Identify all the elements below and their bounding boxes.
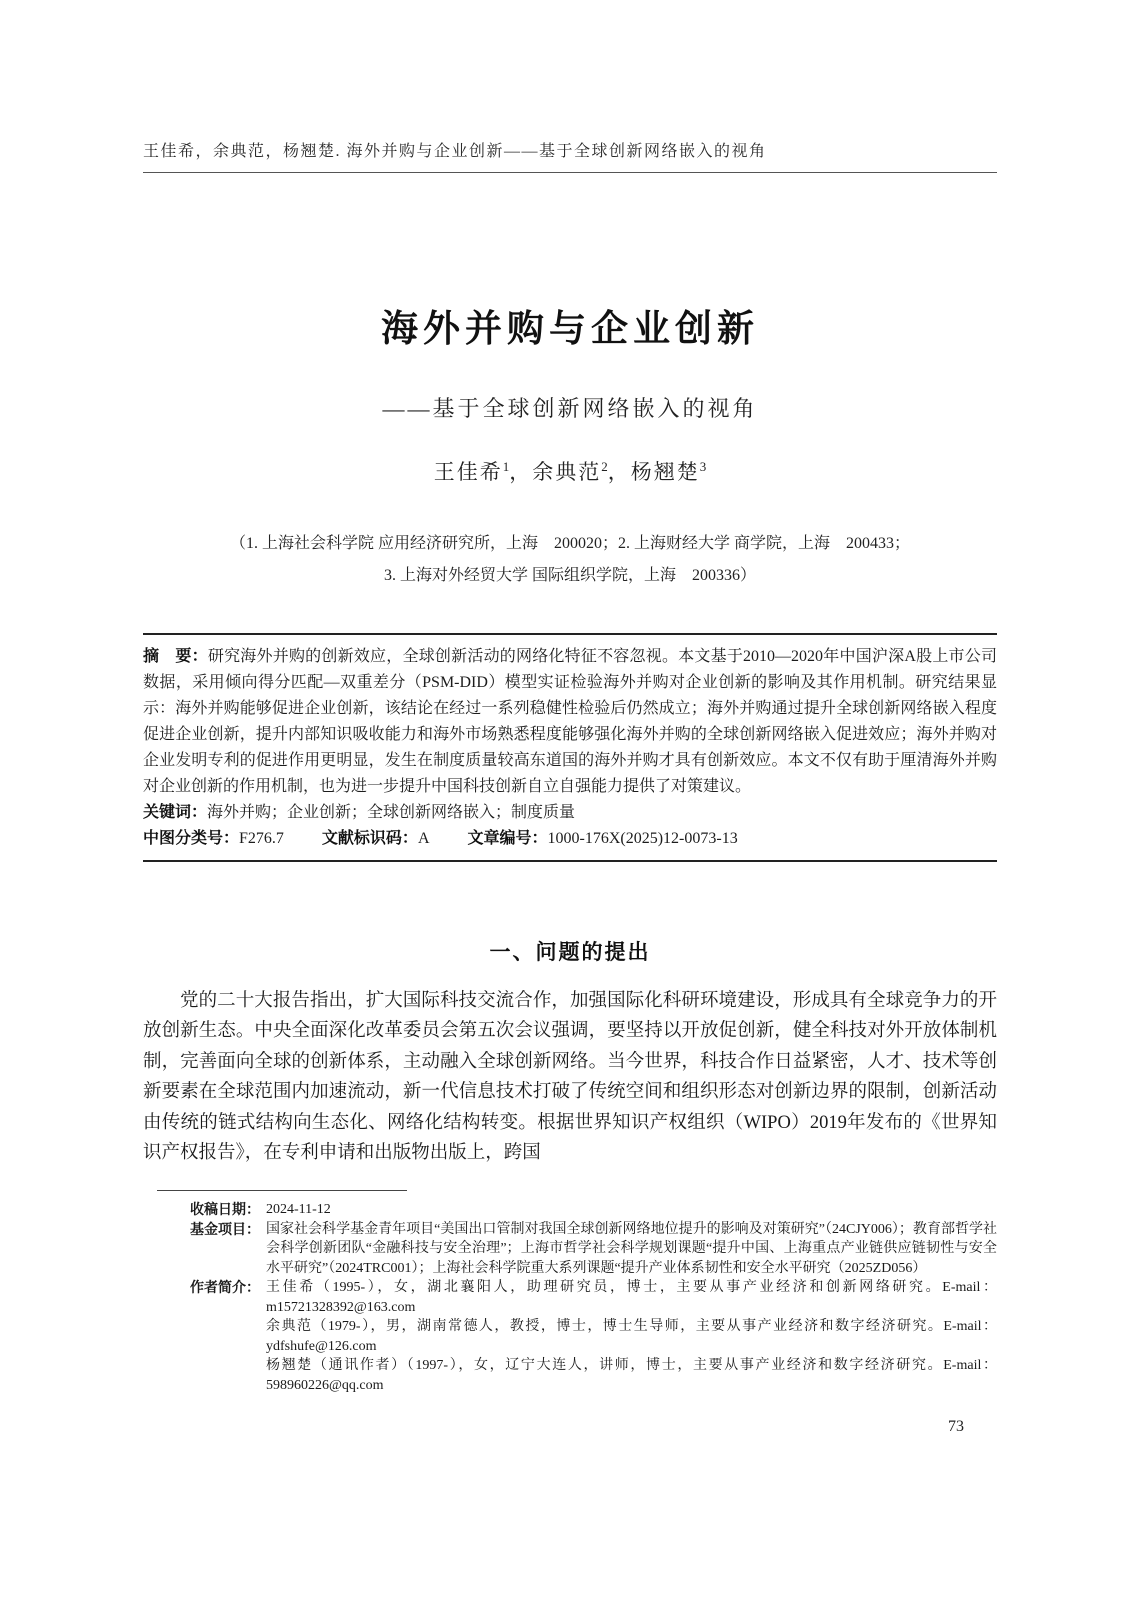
affiliation-line-1: （1. 上海社会科学院 应用经济研究所，上海 200020；2. 上海财经大学 商学院，上海 200433； <box>229 535 910 552</box>
author-superscript: 2 <box>601 459 608 474</box>
clc-value: F276.7 <box>239 830 284 847</box>
author-separator: ， <box>509 460 533 484</box>
abstract-paragraph <box>143 644 997 800</box>
keywords-text: 海外并购；企业创新；全球创新网络嵌入；制度质量 <box>207 804 576 821</box>
author-superscript: 3 <box>699 459 707 474</box>
author-bios <box>266 1278 997 1395</box>
clc-line <box>143 826 997 852</box>
abstract-section <box>143 633 997 862</box>
author-bio-row <box>190 1278 997 1395</box>
author-name: 王佳希 <box>433 460 503 484</box>
section-heading: 一、问题的提出 <box>489 941 651 964</box>
received-date-value: 2024-11-12 <box>266 1202 331 1217</box>
affiliation-line-2: 3. 上海对外经贸大学 国际组织学院，上海 200336） <box>383 567 756 584</box>
keywords-label: 关键词： <box>143 804 208 821</box>
author-name: 杨翘楚 <box>630 460 700 484</box>
author-bio-2: 余典范（1979-），男，湖南常德人，教授，博士，博士生导师，主要从事产业经济和数字经济研究。E-mail：ydfshufe@126.com <box>266 1319 997 1354</box>
doc-code-value: A <box>417 830 430 847</box>
article-id-value: 1000-176X(2025)12-0073-13 <box>547 830 738 847</box>
funding-row <box>190 1220 997 1279</box>
affiliations <box>143 528 997 592</box>
author-superscript: 1 <box>502 459 510 474</box>
body-paragraph: 党的二十大报告指出，扩大国际科技交流合作，加强国际化科研环境建设，形成具有全球竞争力的开放创新生态。中央全面深化改革委员会第五次会议强调，要坚持以开放促创新，健全科技对外开放体制机制，完善面向全球的创新体系，主动融入全球创新网络。当今世界，科技合作日益紧密，人才、技术等创新要素在全球范围内加速流动，新一代信息技术打破了传统空间和组织形态对创新边界的限制，创新活动由传统的链式结构向生态化、网络化结构转变。根据世界知识产权组织（WIPO）2019年发布的《世界知识产权报告》，在专利申请和出版物出版上，跨国 <box>143 991 997 1164</box>
article-id-label: 文章编号： <box>467 830 548 847</box>
doc-code-label: 文献标识码： <box>321 830 418 847</box>
author-bio-3: 杨翘楚（通讯作者）（1997-），女，辽宁大连人，讲师，博士，主要从事产业经济和数字经济研究。E-mail：598960226@qq.com <box>266 1358 997 1393</box>
paper-title: 海外并购与企业创新 <box>381 308 759 349</box>
page-number: 73 <box>948 1418 964 1435</box>
abstract-text: 研究海外并购的创新效应，全球创新活动的网络化特征不容忽视。本文基于2010—2020年中国沪深A股上市公司数据，采用倾向得分匹配—双重差分（PSM-DID）模型实证检验海外并购对企业创新的影响及其作用机制。研究结果显示：海外并购能够促进企业创新，该结论在经过一系列稳健性检验后仍然成立；海外并购通过提升全球创新网络嵌入程度促进企业创新，提升内部知识吸收能力和海外市场熟悉程度能够强化海外并购的全球创新网络嵌入促进效应；海外并购对企业发明专利的促进作用更明显，发生在制度质量较高东道国的海外并购才具有创新效应。本文不仅有助于厘清海外并购对企业创新的作用机制，也为进一步提升中国科技创新自立自强能力提供了对策建议。 <box>143 648 997 795</box>
abstract-label: 摘 要： <box>143 648 208 665</box>
article-id-group <box>468 830 738 847</box>
running-header-text: 王佳希，余典范，杨翘楚. 海外并购与企业创新——基于全球创新网络嵌入的视角 <box>143 143 767 160</box>
running-header <box>143 138 997 173</box>
keywords-line <box>143 800 997 826</box>
funding-text: 国家社会科学基金青年项目“美国出口管制对我国全球创新网络地位提升的影响及对策研究”（24CJY006）；教育部哲学社会科学创新团队“金融科技与安全治理”；上海市哲学社会科学规划课题“提升中国、上海重点产业链供应链韧性与安全水平研究”（2024TRC001）；上海社会科学院重大系列课题“提升产业体系韧性和安全水平研究（2025ZD056） <box>266 1221 997 1276</box>
funding-label: 基金项目： <box>190 1220 260 1237</box>
author-separator: ， <box>607 460 631 484</box>
author-bio-label: 作者简介： <box>190 1279 260 1295</box>
received-date-label: 收稿日期： <box>190 1201 260 1217</box>
received-date-row <box>190 1200 997 1220</box>
author-name: 余典范 <box>532 460 602 484</box>
clc-label: 中图分类号： <box>143 830 240 847</box>
paper-subtitle: ——基于全球创新网络嵌入的视角 <box>382 396 758 421</box>
footnote-divider <box>157 1190 407 1191</box>
author-bio-1: 王佳希（1995-），女，湖北襄阳人，助理研究员，博士，主要从事产业经济和创新网络研究。E-mail：m15721328392@163.com <box>266 1280 997 1315</box>
clc-group <box>143 830 284 847</box>
footnotes-section <box>143 1200 997 1395</box>
authors-line <box>143 456 997 486</box>
doc-code-group <box>322 830 430 847</box>
